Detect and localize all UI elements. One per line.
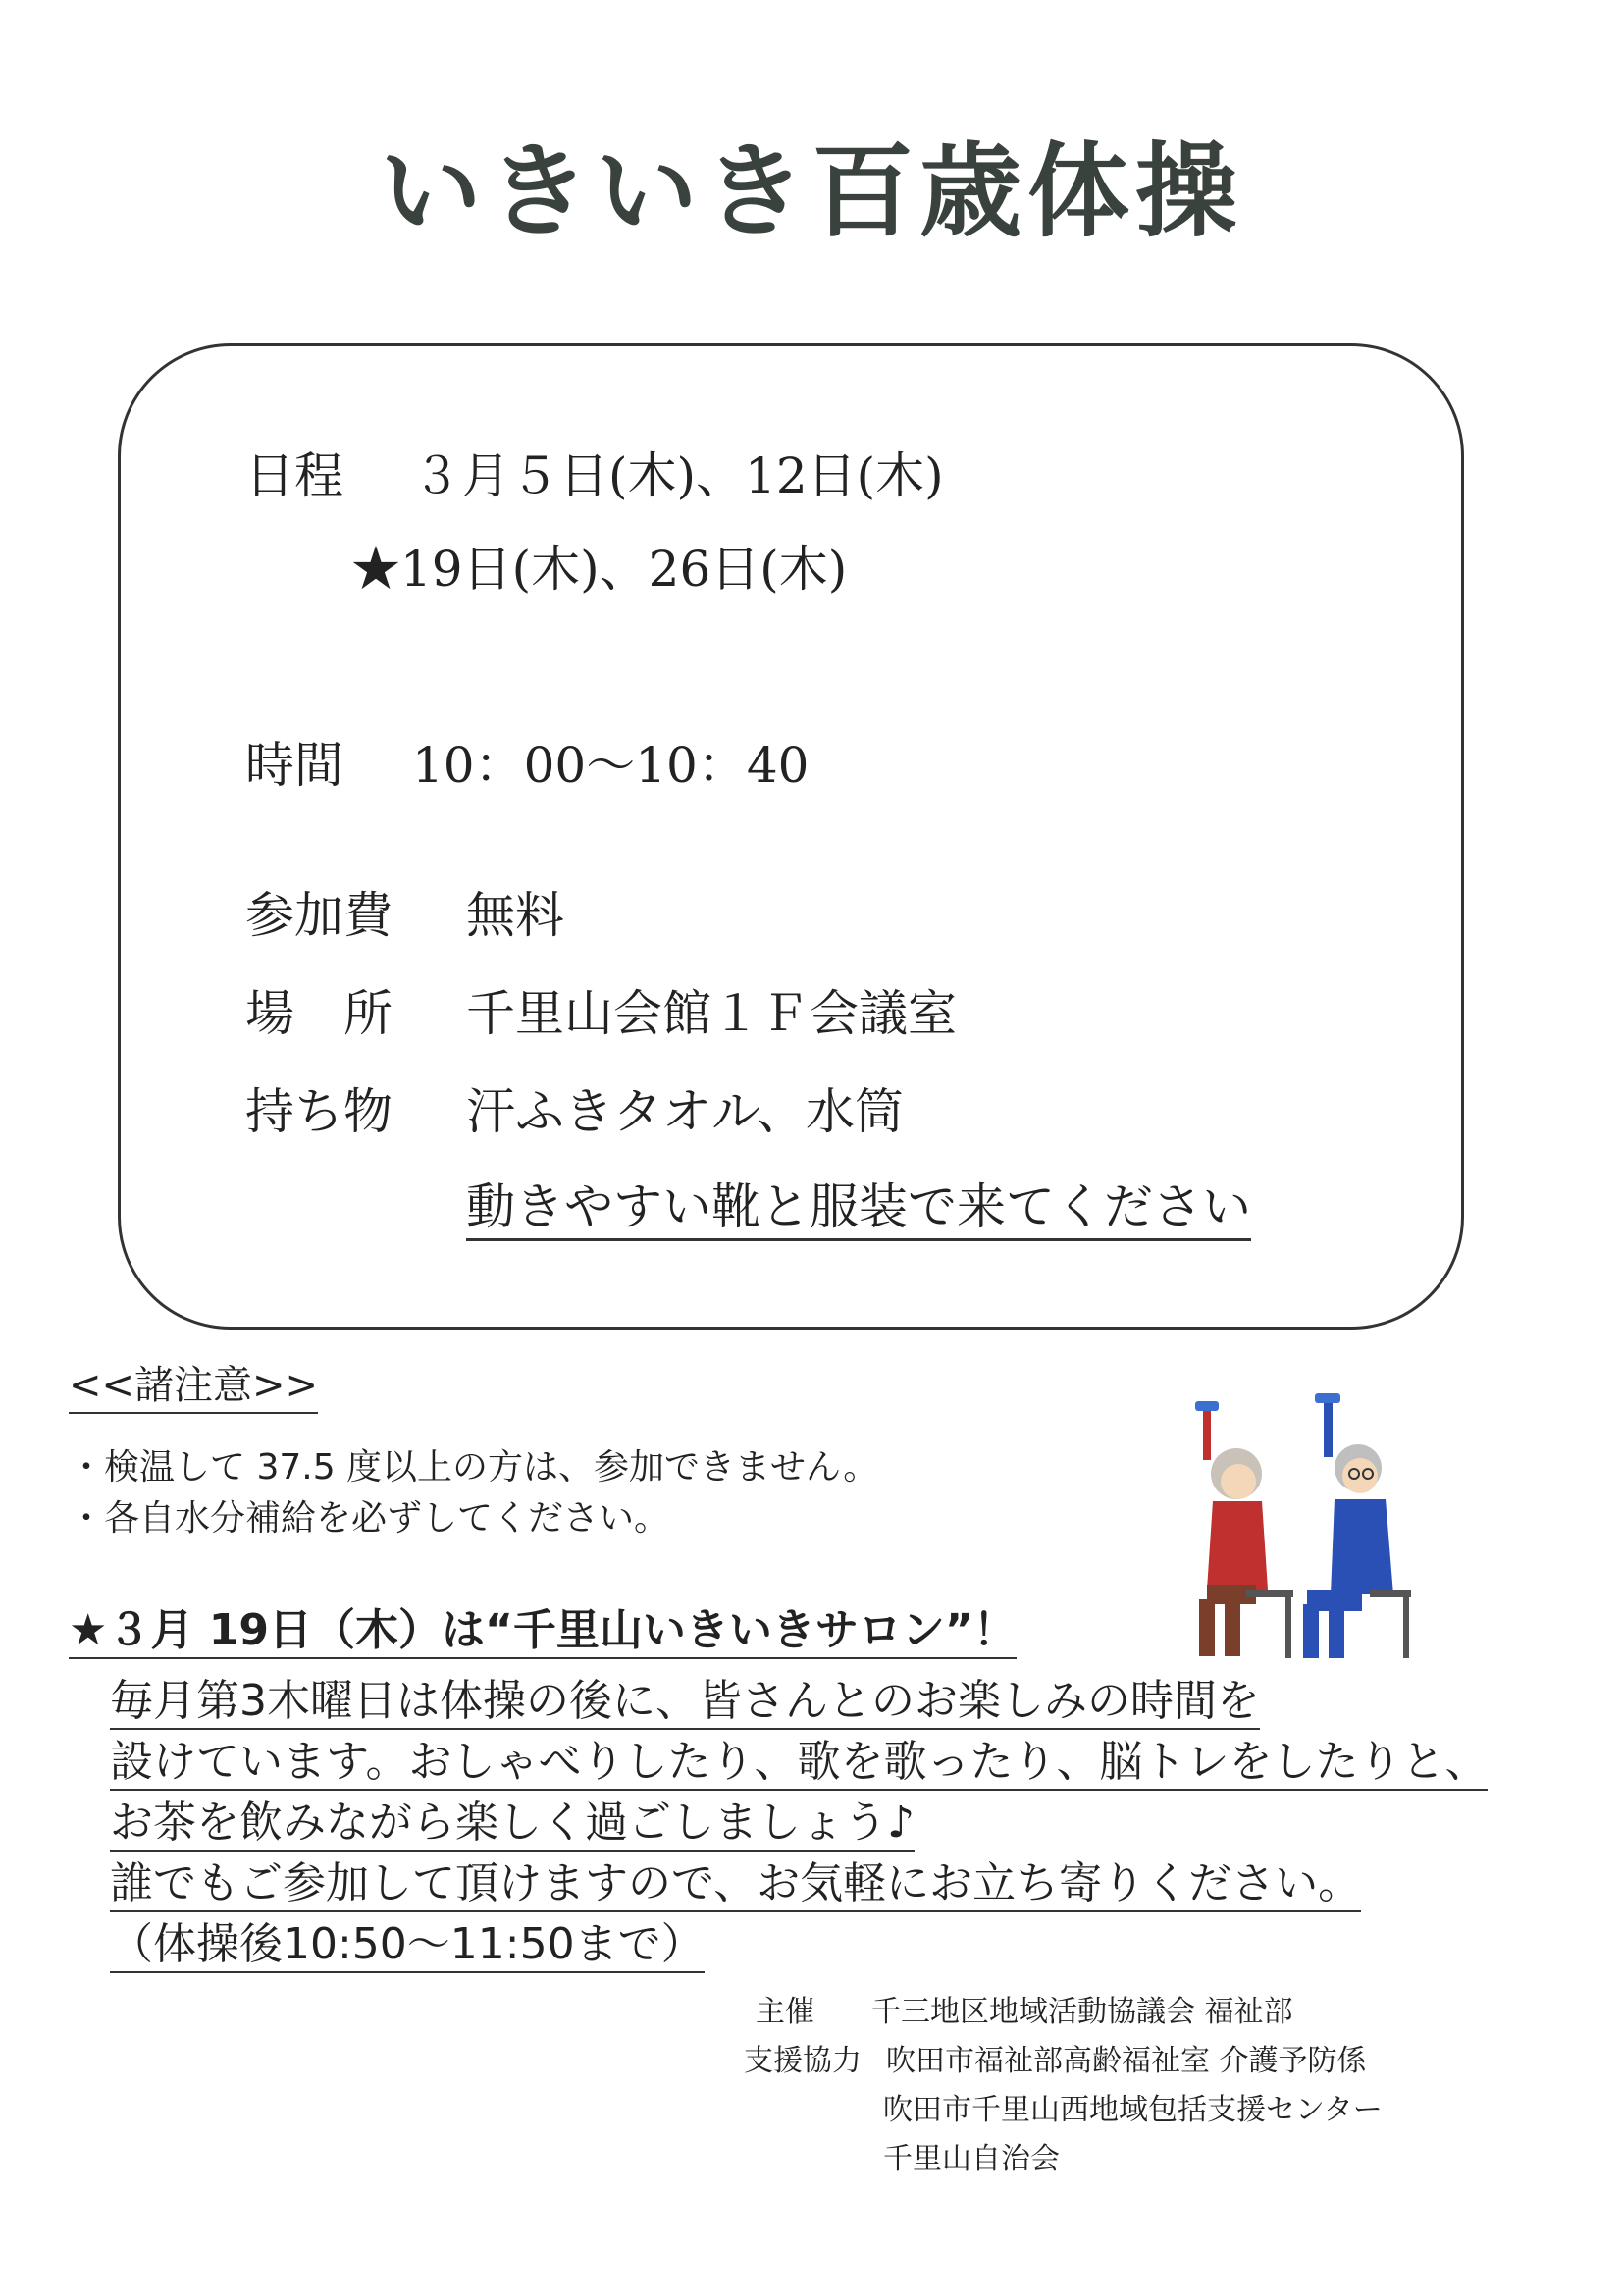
- salon-paragraph-line: 誰でもご参加して頂けますので、お気軽にお立ち寄りください。: [110, 1858, 1361, 1912]
- host-name: 千三地区地域活動協議会 福祉部: [871, 1995, 1293, 2029]
- time-label: 時間: [245, 737, 343, 794]
- notice-heading: <<諸注意>>: [69, 1362, 318, 1414]
- support-org: 吹田市千里山西地域包括支援センター: [883, 2093, 1383, 2127]
- salon-paragraph-line: 毎月第3木曜日は体操の後に、皆さんとのお楽しみの時間を: [110, 1676, 1260, 1730]
- items-value: 汗ふきタオル、水筒: [466, 1083, 904, 1140]
- support-org: 吹田市福祉部高齢福祉室 介護予防係: [886, 2044, 1367, 2078]
- host-label: 主催: [756, 1995, 814, 2029]
- notice-item: ・各自水分補給を必ずしてください。: [69, 1498, 670, 1539]
- schedule-label: 日程: [245, 447, 343, 504]
- elderly-woman-figure: [1195, 1401, 1293, 1658]
- page-title: いきいき百歳体操: [379, 131, 1243, 251]
- salon-paragraph-line: （体操後10:50～11:50まで）: [110, 1919, 705, 1973]
- notice-item: ・検温して 37.5 度以上の方は、参加できません。: [69, 1447, 879, 1487]
- salon-heading: ★３月 19日（木）は“千里山いきいきサロン”！: [69, 1605, 1017, 1659]
- elderly-man-figure: [1303, 1393, 1411, 1658]
- salon-paragraph-line: お茶を飲みながら楽しく過ごしましょう♪: [110, 1798, 915, 1852]
- place-value: 千里山会館１Ｆ会議室: [466, 985, 957, 1042]
- items-label: 持ち物: [245, 1083, 393, 1140]
- support-org: 千里山自治会: [883, 2142, 1060, 2176]
- fee-label: 参加費: [245, 887, 393, 944]
- place-label: 場 所: [245, 985, 393, 1042]
- support-label: 支援協力: [744, 2044, 862, 2078]
- time-value: 10：00～10：40: [412, 737, 810, 794]
- items-note: 動きやすい靴と服装で来てください: [466, 1177, 1251, 1241]
- schedule-line-2: ★19日(木)、26日(木): [351, 541, 848, 598]
- schedule-line-1: ３月５日(木)、12日(木): [412, 447, 944, 504]
- salon-paragraph-line: 設けています。おしゃべりしたり、歌を歌ったり、脳トレをしたりと、: [110, 1737, 1488, 1791]
- fee-value: 無料: [466, 887, 564, 944]
- exercise-illustration: [1178, 1393, 1413, 1668]
